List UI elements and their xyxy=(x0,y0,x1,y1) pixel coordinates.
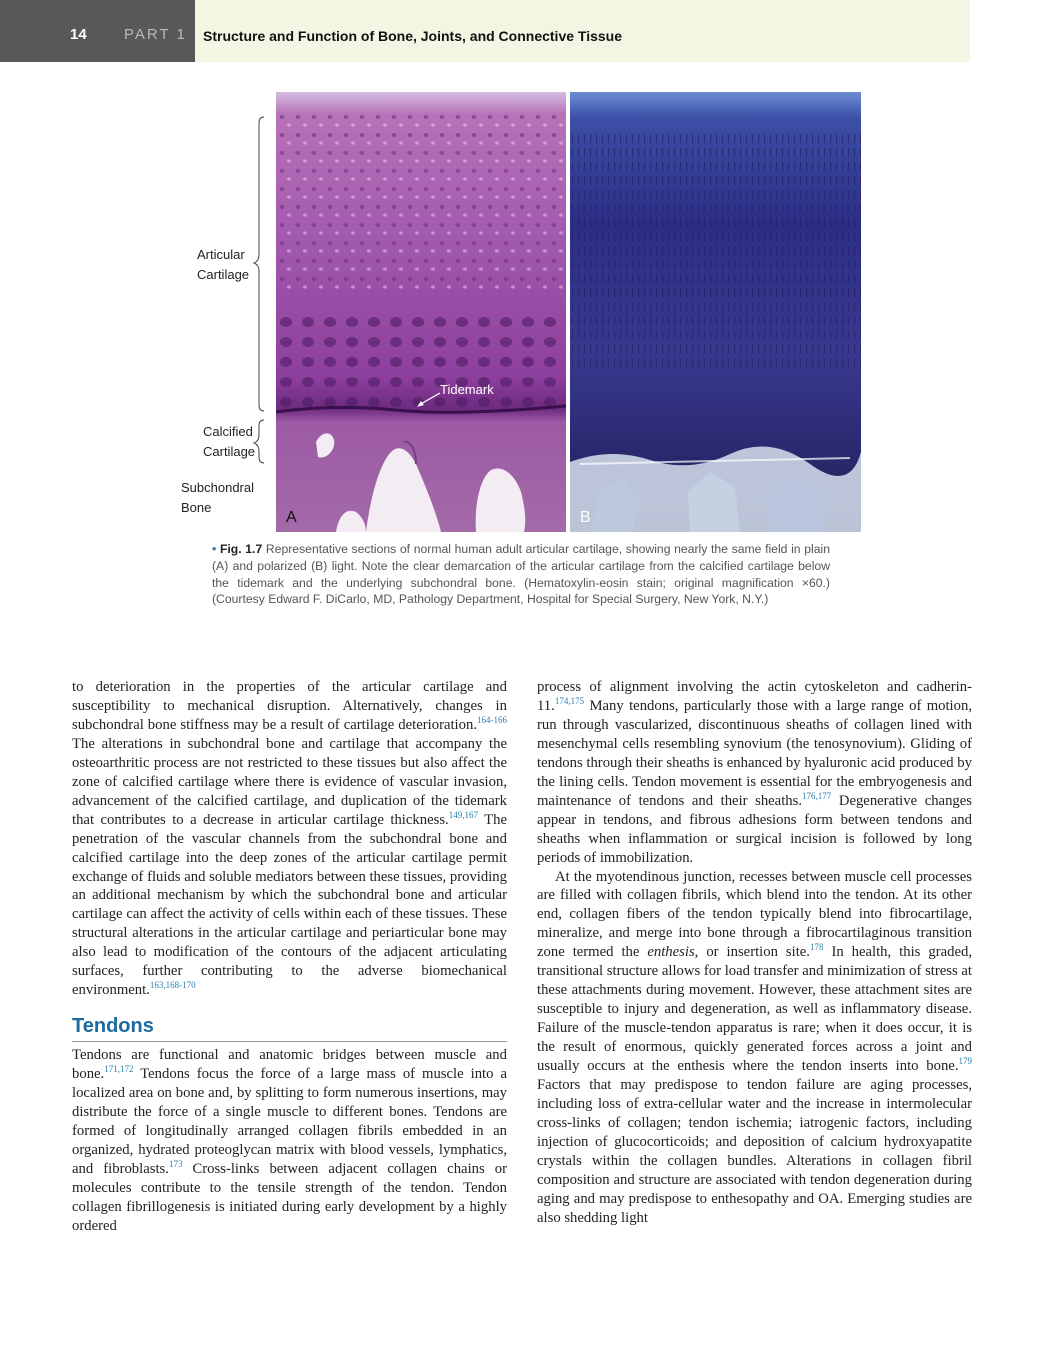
citation[interactable]: 178 xyxy=(809,942,824,953)
caption-text: Representative sections of normal human adult articular cartilage, showing nearly the same field in plain (A) and polarized (B) light. Note the clear demarcation of the articular cartilage from the calcified cartilage below the tidemark and the underlying subchondral bone. (Hematoxylin-eosin stain; original magnification ×60.) (Courtesy Edward F. DiCarlo, MD, Pathology Department, Hospital for Special Surgery, New York, N.Y.) xyxy=(212,542,830,607)
citation[interactable]: 179 xyxy=(958,1056,972,1067)
panel-a-label: A xyxy=(286,509,297,526)
paragraph: process of alignment involving the actin cytoskeleton and cadherin-11.$^{174,175}$ Many tendons, particularly those with a large range of motion, run through vascularized, discontinuous sheaths of collagen lined with mesenchymal cells resembling synovium (the tenosynovium). Gliding of tendons through their sheaths is enhanced by hyaluronic acid produced by the lining cells. Tendon movement is essential for the embryogenesis and maintenance of tendons and their sheaths.$^{176,177}$ Degenerative changes appear in tendons, and fibrous adhesions form between tendons and sheaths when inflammation or surgical incision is followed by long periods of immobilization. xyxy=(537,679,972,866)
tidemark-arrow-icon xyxy=(414,390,444,410)
paragraph: Tendons are functional and anatomic bridges between muscle and bone.$^{171,172}$ Tendons focus the force of a large mass of muscle into a localized area on bone and, by splitting to form numerous insertions, may distribute the force of a single muscle to different bones. Tendons are formed of longitudinally arranged collagen fibrils embedded in an organized, hydrated proteoglycan matrix with blood vessels, lymphatics, and fibroblasts.$^{173}$ Cross-links between adjacent collagen chains or molecules contribute to the tensile strength of the tendon. Tendon collagen fibrillogenesis is initiated during early development by a highly ordered xyxy=(72,1047,507,1234)
page-number: 14 xyxy=(70,26,87,43)
citation[interactable]: 163,168-170 xyxy=(149,980,196,991)
label-subchondral-bone: Subchondral Bone xyxy=(181,480,254,515)
left-column xyxy=(72,678,507,1236)
right-column xyxy=(537,678,972,1228)
running-title: Structure and Function of Bone, Joints, and Connective Tissue xyxy=(203,28,623,44)
figure-number: Fig. 1.7 xyxy=(219,542,263,556)
citation[interactable]: 149,167 xyxy=(448,809,478,820)
panel-b-label: B xyxy=(580,509,591,526)
label-calcified-cartilage: Calcified Cartilage xyxy=(203,424,256,459)
citation[interactable]: 171,172 xyxy=(104,1064,134,1075)
paragraph: to deterioration in the properties of the articular cartilage and susceptibility to mechanical disruption. Alternatively, changes in subchondral bone stiffness may be a result of cartilage deterioration.$^{164-166}$ The alterations in subchondral bone and cartilage that accompany the osteoarthritic process are not restricted to these tissues but also affect the zone of calcified cartilage where there is evidence of vascular invasion, advancement of the calcified cartilage, and duplication of the tidemark that contributes to a decrease in articular cartilage thickness.$^{149,167}$ The penetration of the vascular channels from the subchondral bone and calcified cartilage into the deep zones of the articular cartilage permit exchange of fluids and soluble mediators between these tissues, providing an additional mechanism by which the subchondral bone and articular cartilage can affect the activity of cells within each of these tissues. These structural alterations in the articular cartilage and periarticular bone may also lead to modification of the contours of the adjacent articulating surfaces, further contributing to the adverse biomechanical environment.$^{163,168-170}$ xyxy=(72,679,507,999)
section-heading-tendons: Tendons xyxy=(72,1014,507,1042)
micrograph-polarized-light xyxy=(570,92,861,532)
citation[interactable]: 164-166 xyxy=(477,714,507,725)
micrograph-plain-light-image xyxy=(276,92,566,532)
citation[interactable]: 176,177 xyxy=(802,790,832,801)
part-label: PART 1 xyxy=(124,26,187,43)
micrograph-plain-light xyxy=(276,92,566,532)
paragraph: At the myotendinous junction, recesses between muscle cell processes are filled with collagen fibrils, which blend into the tendon. At its other end, collagen fibers of the tendon typically blend into fibrocartilage, mineralize, and merge into bone through a fibrocartilaginous transition zone termed the enthesis, or insertion site.$^{178}$ In health, this graded, transitional structure allows for load transfer and minimization of stress at these attachments during movement. However, these attachment sites are susceptible to injury and degeneration, as well as inflammatory disease. Failure of the muscle-tendon apparatus is rare; when it does occur, it is the result of enormous, quickly generated forces across a joint and usually occurs at the enthesis where the tendon inserts into bone.$^{179}$ Factors that may predispose to tendon failure are aging processes, including loss of extra-cellular water and the increase in intermolecular cross-links of collagen; tendon ischemia; iatrogenic factors, including injection of glucocorticoids; and deposition of calcium hydroxyapatite crystals within the collagen bundles. Alterations in collagen fibril composition and structure are associated with tendon degeneration during aging and may predispose to enthesopathy and OA. Emerging studies are also shedding light xyxy=(537,868,972,1226)
label-tidemark: Tidemark xyxy=(440,382,494,397)
figure-caption xyxy=(212,541,830,608)
label-articular-cartilage: Articular Cartilage xyxy=(197,247,250,282)
citation[interactable]: 173 xyxy=(168,1158,183,1169)
caption-bullet: • xyxy=(212,542,217,556)
citation[interactable]: 174,175 xyxy=(554,695,585,706)
figure-brackets xyxy=(250,115,270,535)
micrograph-polarized-light-image xyxy=(570,92,861,532)
